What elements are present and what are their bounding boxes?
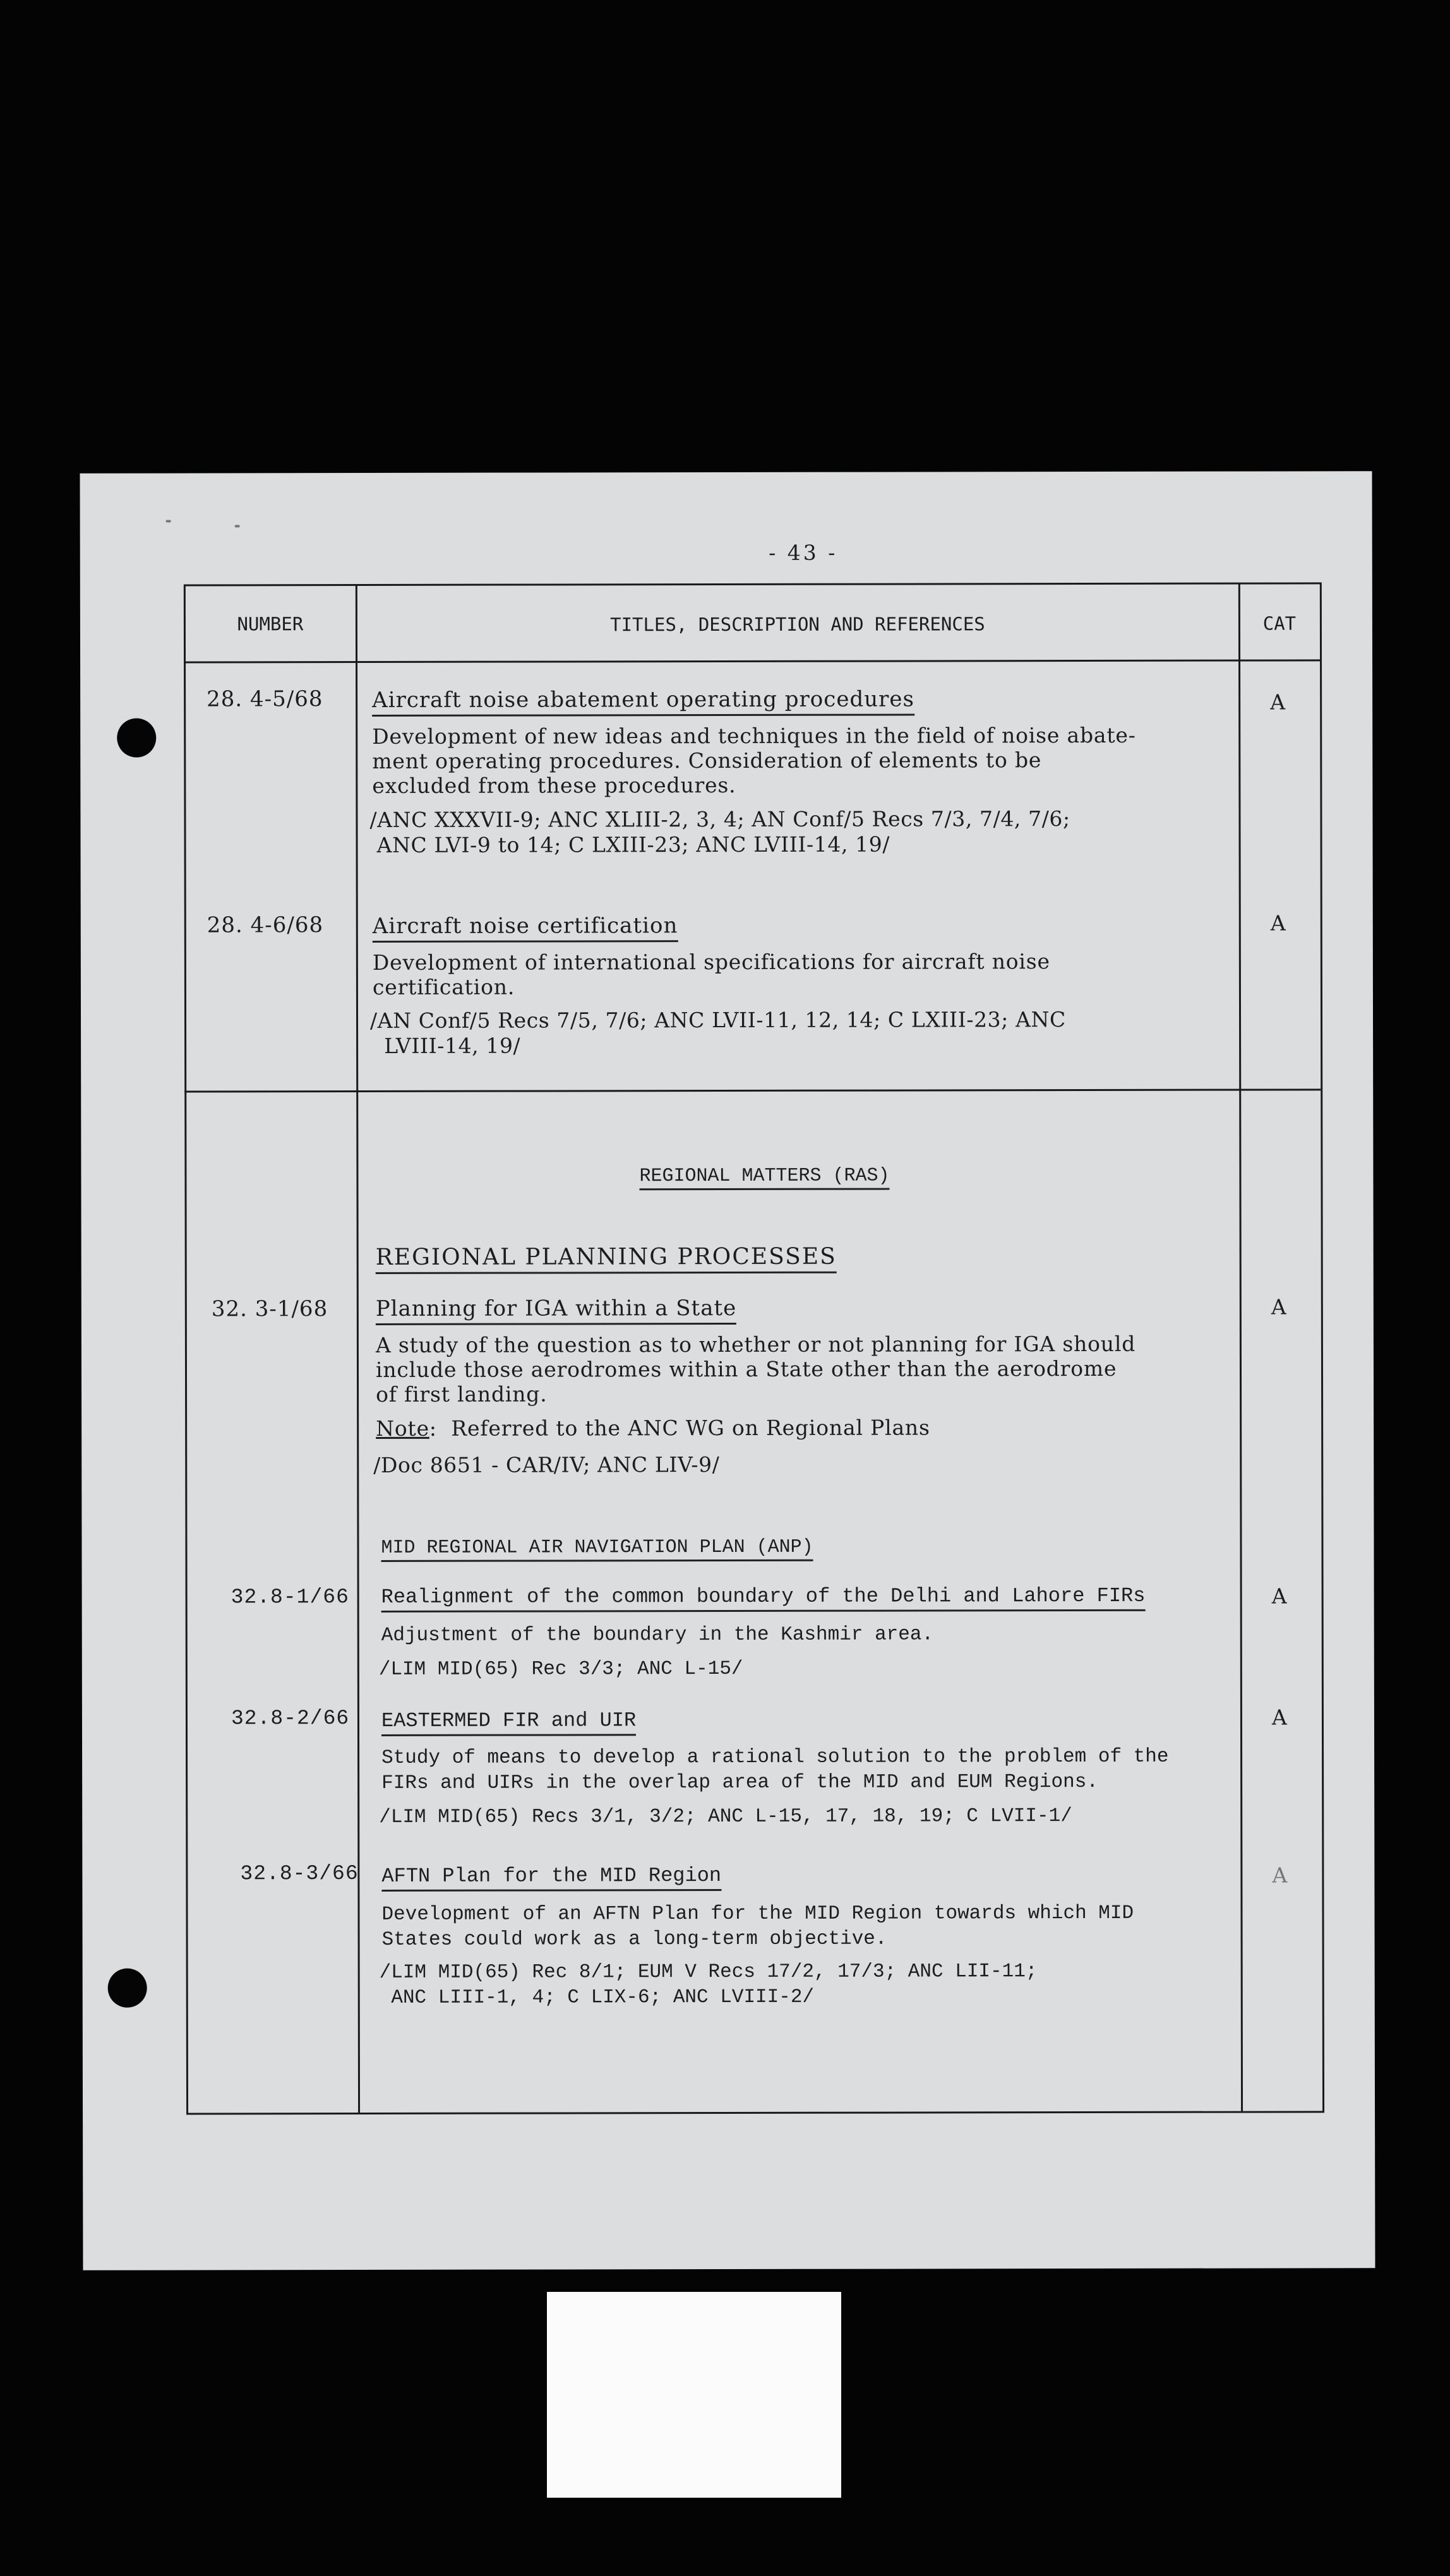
entry-category: A [1271, 1294, 1286, 1320]
page-number: - 43 - [769, 540, 838, 565]
entry-references: /Doc 8651 - CAR/IV; ANC LIV-9/ [373, 1452, 720, 1477]
reference-line: ANC LVI-9 to 14; C LXIII-23; ANC LVIII-14, 19/ [369, 832, 890, 857]
description-line: include those aerodromes within a State other than the aerodrome [375, 1356, 1117, 1382]
entry-references [370, 1007, 1066, 1059]
entry-description [381, 1622, 933, 1649]
entry-title: Aircraft noise certification [373, 913, 678, 943]
entry-number: 28. 4-6/68 [207, 912, 324, 938]
description-line: A study of the question as to whether or not planning for IGA should [375, 1331, 1136, 1357]
note-text: : Referred to the ANC WG on Regional Plans [429, 1415, 930, 1441]
description-line: FIRs and UIRs in the overlap area of the MID and EUM Regions. [381, 1770, 1098, 1794]
entry-description [381, 1744, 1169, 1796]
entry-category: A [1272, 1705, 1287, 1730]
reference-line: /ANC XXXVII-9; ANC XLIII-2, 3, 4; AN Conf/5 Recs 7/3, 7/4, 7/6; [369, 806, 1070, 832]
entry-references [380, 1959, 1038, 2011]
description-line: Study of means to develop a rational solution to the problem of the [381, 1745, 1169, 1769]
entry-description [376, 1332, 1135, 1407]
mid-anp-heading: MID REGIONAL AIR NAVIGATION PLAN (ANP) [381, 1537, 813, 1562]
document-page [80, 471, 1375, 2270]
entry-number: 32.8-3/66 [240, 1862, 359, 1886]
scan-speck [166, 520, 171, 523]
entry-description [381, 1901, 1134, 1953]
description-line: Development of new ideas and techniques in the field of noise abate- [372, 722, 1136, 749]
reference-line: /LIM MID(65) Rec 3/3; ANC L-15/ [378, 1657, 743, 1681]
entry-number: 32.8-2/66 [231, 1707, 350, 1731]
entry-title: Planning for IGA within a State [376, 1296, 737, 1325]
description-line: Development of international specifications for aircraft noise [372, 949, 1050, 975]
entry-description [373, 949, 1050, 999]
entry-number: 32.8-1/66 [231, 1585, 349, 1609]
entry-references [369, 806, 1070, 858]
entry-title: EASTERMED FIR and UIR [381, 1708, 636, 1736]
entry-number: 32. 3-1/68 [211, 1296, 328, 1322]
reference-line: /AN Conf/5 Recs 7/5, 7/6; ANC LVII-11, 12, 14; C LXIII-23; ANC [369, 1007, 1066, 1033]
regional-matters-heading: REGIONAL MATTERS (RAS) [639, 1166, 889, 1191]
description-line: of first landing. [376, 1381, 548, 1407]
note-label: Note [376, 1416, 429, 1441]
entry-category: A [1271, 1583, 1287, 1609]
description-line: excluded from these procedures. [372, 772, 736, 798]
reference-line: ANC LIII-1, 4; C LIX-6; ANC LVIII-2/ [379, 1986, 815, 2009]
blank-label-card [547, 2292, 841, 2498]
description-line: ment operating procedures. Consideration of elements to be [372, 748, 1042, 773]
header-titles: TITLES, DESCRIPTION AND REFERENCES [610, 613, 985, 636]
reference-line: /LIM MID(65) Recs 3/1, 3/2; ANC L-15, 17, 18, 19; C LVII-1/ [379, 1805, 1072, 1828]
scan-speck [235, 525, 240, 527]
reference-line: /LIM MID(65) Rec 8/1; EUM V Recs 17/2, 17/3; ANC LII-11; [379, 1960, 1038, 1984]
header-cat: CAT [1262, 612, 1297, 635]
header-number: NUMBER [237, 613, 304, 635]
entry-description [372, 723, 1136, 798]
description-line: certification. [372, 974, 515, 999]
description-line: Adjustment of the boundary in the Kashmir area. [381, 1623, 934, 1647]
entry-category: A [1270, 689, 1286, 715]
entry-note [376, 1415, 930, 1441]
entry-number: 28. 4-5/68 [207, 686, 323, 712]
description-line: States could work as a long-term objective. [381, 1928, 887, 1951]
entry-references [379, 1657, 743, 1683]
entry-title: Realignment of the common boundary of the Delhi and Lahore FIRs [381, 1584, 1146, 1613]
regional-planning-heading: REGIONAL PLANNING PROCESSES [376, 1244, 837, 1274]
entry-category: A [1270, 910, 1286, 936]
description-line: Development of an AFTN Plan for the MID Region towards which MID [381, 1902, 1134, 1926]
punch-hole-bottom [108, 1969, 147, 2008]
entry-references [379, 1804, 1072, 1830]
entry-category: A [1272, 1863, 1288, 1888]
reference-line: LVIII-14, 19/ [370, 1033, 521, 1058]
punch-hole-top [117, 719, 156, 758]
entry-title: Aircraft noise abatement operating procedures [372, 686, 914, 716]
entry-title: AFTN Plan for the MID Region [381, 1864, 721, 1892]
